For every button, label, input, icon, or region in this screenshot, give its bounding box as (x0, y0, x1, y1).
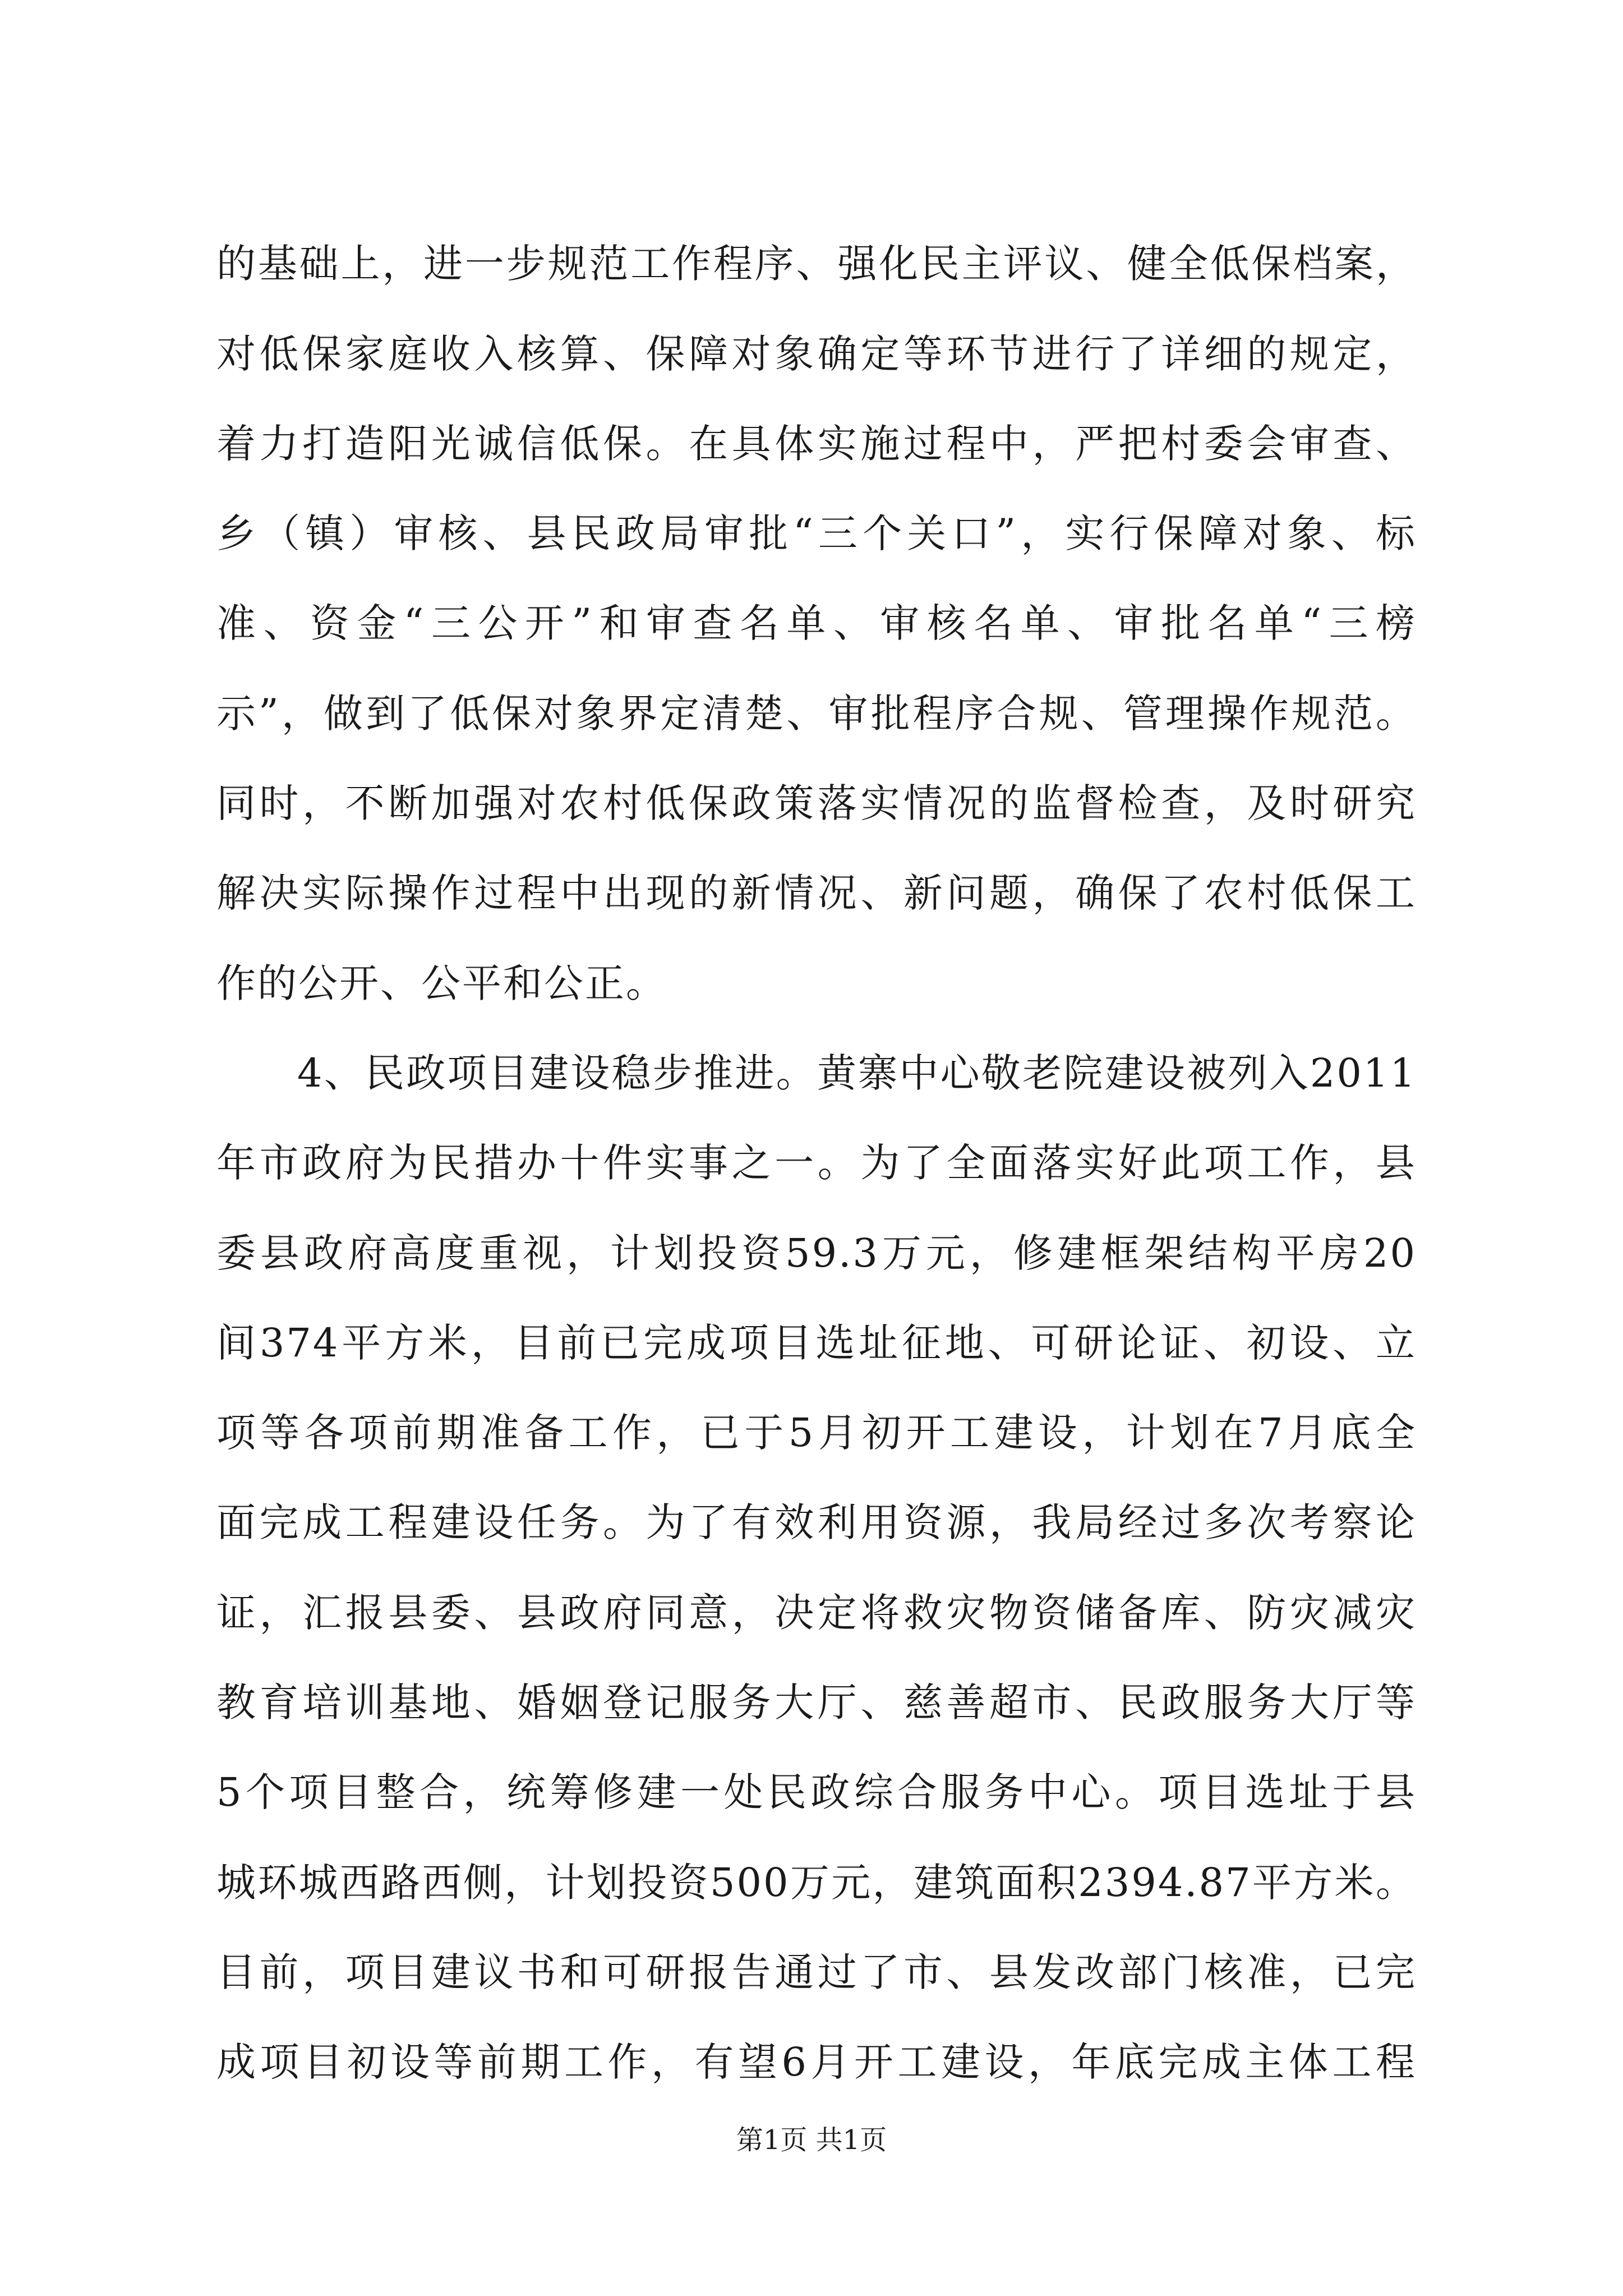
text-line-15: 面完成工程建设任务。为了有效利用资源，我局经过多次考察论 (216, 1499, 1417, 1545)
text-line-6: 示”，做到了低保对象界定清楚、审批程序合规、管理操作规范。 (216, 691, 1417, 737)
text-line-19: 城环城西路西侧，计划投资500万元，建筑面积2394.87平方米。 (216, 1860, 1417, 1906)
text-line-4: 乡（镇）审核、县民政局审批“三个关口”，实行保障对象、标 (216, 510, 1417, 556)
page-footer: 第1页 共1页 (736, 2124, 887, 2156)
text-line-16: 证，汇报县委、县政府同意，决定将救灾物资储备库、防灾减灾 (216, 1590, 1417, 1636)
text-line-13: 间374平方米，目前已完成项目选址征地、可研论证、初设、立 (216, 1320, 1417, 1366)
text-line-21: 成项目初设等前期工作，有望6月开工建设，年底完成主体工程 (216, 2039, 1417, 2085)
text-line-3: 着力打造阳光诚信低保。在具体实施过程中，严把村委会审查、 (216, 421, 1417, 467)
text-line-11: 年市政府为民措办十件实事之一。为了全面落实好此项工作，县 (216, 1140, 1417, 1186)
text-line-17: 教育培训基地、婚姻登记服务大厅、慈善超市、民政服务大厅等 (216, 1680, 1417, 1726)
text-line-10: 4、民政项目建设稳步推进。黄寨中心敬老院建设被列入2011 (297, 1050, 1417, 1096)
text-line-5: 准、资金“三公开”和审查名单、审核名单、审批名单“三榜 (216, 600, 1417, 646)
text-line-1: 的基础上，进一步规范工作程序、强化民主评议、健全低保档案， (216, 241, 1417, 287)
text-line-9: 作的公开、公平和公正。 (216, 960, 667, 1006)
text-line-20: 目前，项目建议书和可研报告通过了市、县发改部门核准，已完 (216, 1949, 1417, 1995)
text-line-18: 5个项目整合，统筹修建一处民政综合服务中心。项目选址于县 (216, 1769, 1417, 1815)
text-line-8: 解决实际操作过程中出现的新情况、新问题，确保了农村低保工 (216, 870, 1417, 916)
text-line-14: 项等各项前期准备工作，已于5月初开工建设，计划在7月底全 (216, 1410, 1417, 1456)
text-line-7: 同时，不断加强对农村低保政策落实情况的监督检查，及时研究 (216, 780, 1417, 826)
text-line-12: 委县政府高度重视，计划投资59.3万元，修建框架结构平房20 (216, 1230, 1417, 1276)
text-line-2: 对低保家庭收入核算、保障对象确定等环节进行了详细的规定， (216, 331, 1417, 377)
